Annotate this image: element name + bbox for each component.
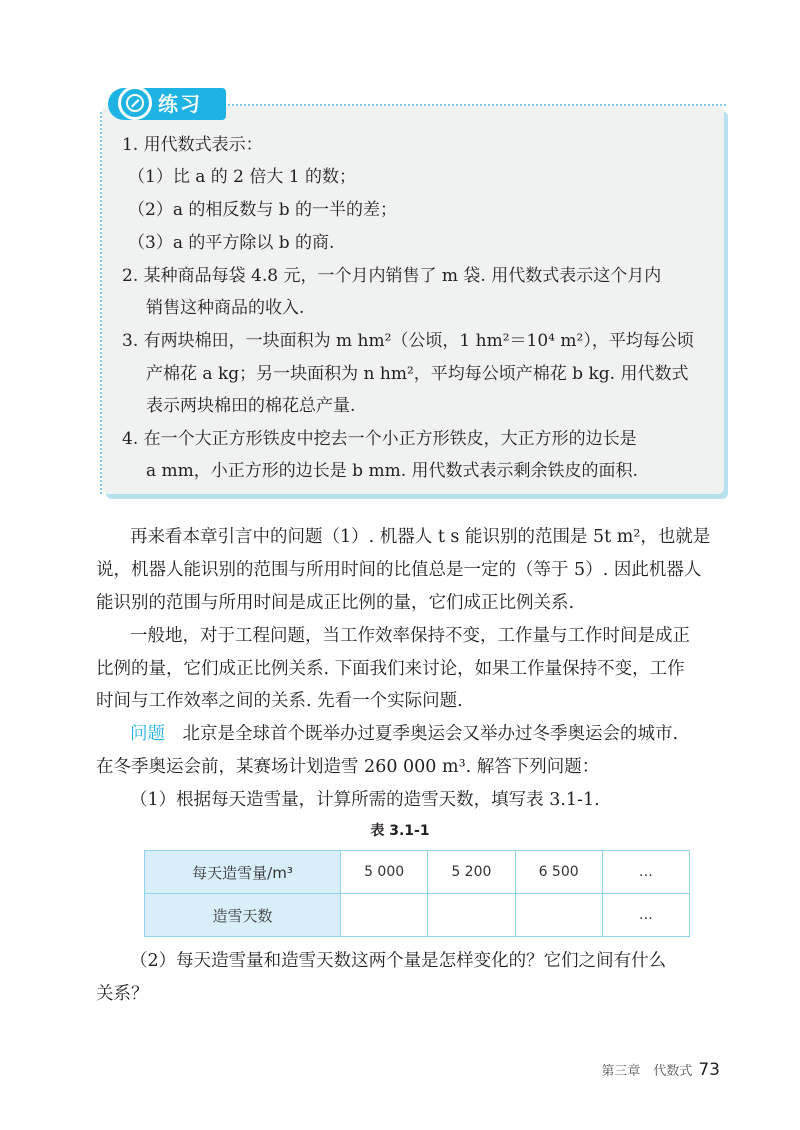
table-row (145, 851, 690, 894)
exercise-item-3-cont: 产棉花 a kg；另一块面积为 n hm²，平均每公顷产棉花 b kg. 用代数式 (146, 364, 689, 384)
exercise-subitem: （3）a 的平方除以 b 的商. (128, 233, 335, 253)
exercise-item-3-cont: 表示两块棉田的棉花总产量. (146, 396, 356, 416)
dotted-rule (100, 112, 102, 494)
paragraph-line: 说，机器人能识别的范围与所用时间的比值总是一定的（等于 5）. 因此机器人 (96, 560, 702, 580)
exercise-item-2-cont: 销售这种商品的收入. (146, 298, 305, 318)
dotted-rule (200, 104, 726, 106)
problem-text: 北京是全球首个既举办过夏季奥运会又举办过冬季奥运会的城市. (182, 724, 679, 744)
page-footer (601, 1060, 720, 1080)
table-cell: 5 000 (341, 851, 428, 894)
paragraph-line: 能识别的范围与所用时间是成正比例的量，它们成正比例关系. (96, 593, 575, 613)
pencil-icon (118, 86, 152, 120)
table-row (145, 894, 690, 937)
table-row-header: 每天造雪量/m³ (145, 851, 341, 894)
exercise-item-4: 4. 在一个大正方形铁皮中挖去一个小正方形铁皮，大正方形的边长是 (122, 429, 637, 449)
table-cell: 6 500 (515, 851, 602, 894)
table-caption: 表 3.1-1 (370, 823, 430, 839)
problem-line: 在冬季奥运会前，某赛场计划造雪 260 000 m³. 解答下列问题： (96, 757, 600, 777)
exercise-item-3: 3. 有两块棉田，一块面积为 m hm²（公顷，1 hm²＝10⁴ m²），平均每公顷 (122, 331, 694, 351)
problem-label: 问题 (130, 724, 165, 744)
table-cell: 5 200 (428, 851, 515, 894)
exercise-item-4-cont: a mm，小正方形的边长是 b mm. 用代数式表示剩余铁皮的面积. (146, 461, 638, 481)
exercise-subitem: （1）比 a 的 2 倍大 1 的数； (128, 167, 357, 187)
paragraph-line: 时间与工作效率之间的关系. 先看一个实际问题. (96, 691, 463, 711)
question-2-cont: 关系？ (96, 984, 149, 1004)
exercise-item-1: 1. 用代数式表示： (122, 135, 263, 155)
table-cell (341, 894, 428, 937)
paragraph-line: 再来看本章引言中的问题（1）. 机器人 t s 能识别的范围是 5t m²，也就是 (130, 527, 711, 547)
exercise-title: 练习 (158, 92, 202, 116)
question-1: （1）根据每天造雪量，计算所需的造雪天数，填写表 3.1-1. (130, 790, 600, 810)
exercise-item-2: 2. 某种商品每袋 4.8 元，一个月内销售了 m 袋. 用代数式表示这个月内 (122, 266, 662, 286)
page-number: 73 (698, 1060, 720, 1080)
table-row-header: 造雪天数 (145, 894, 341, 937)
paragraph-line: 一般地，对于工程问题，当工作效率保持不变，工作量与工作时间是成正 (130, 626, 690, 646)
problem-line (130, 721, 678, 747)
table-cell (428, 894, 515, 937)
table-cell: … (602, 894, 689, 937)
snow-table (144, 850, 690, 937)
table-cell (515, 894, 602, 937)
exercise-subitem: （2）a 的相反数与 b 的一半的差； (128, 200, 398, 220)
question-2: （2）每天造雪量和造雪天数这两个量是怎样变化的？它们之间有什么 (130, 951, 667, 971)
chapter-label: 第三章 代数式 (601, 1064, 693, 1079)
table-cell: … (602, 851, 689, 894)
paragraph-line: 比例的量，它们成正比例关系. 下面我们来讨论，如果工作量保持不变，工作 (96, 659, 685, 679)
